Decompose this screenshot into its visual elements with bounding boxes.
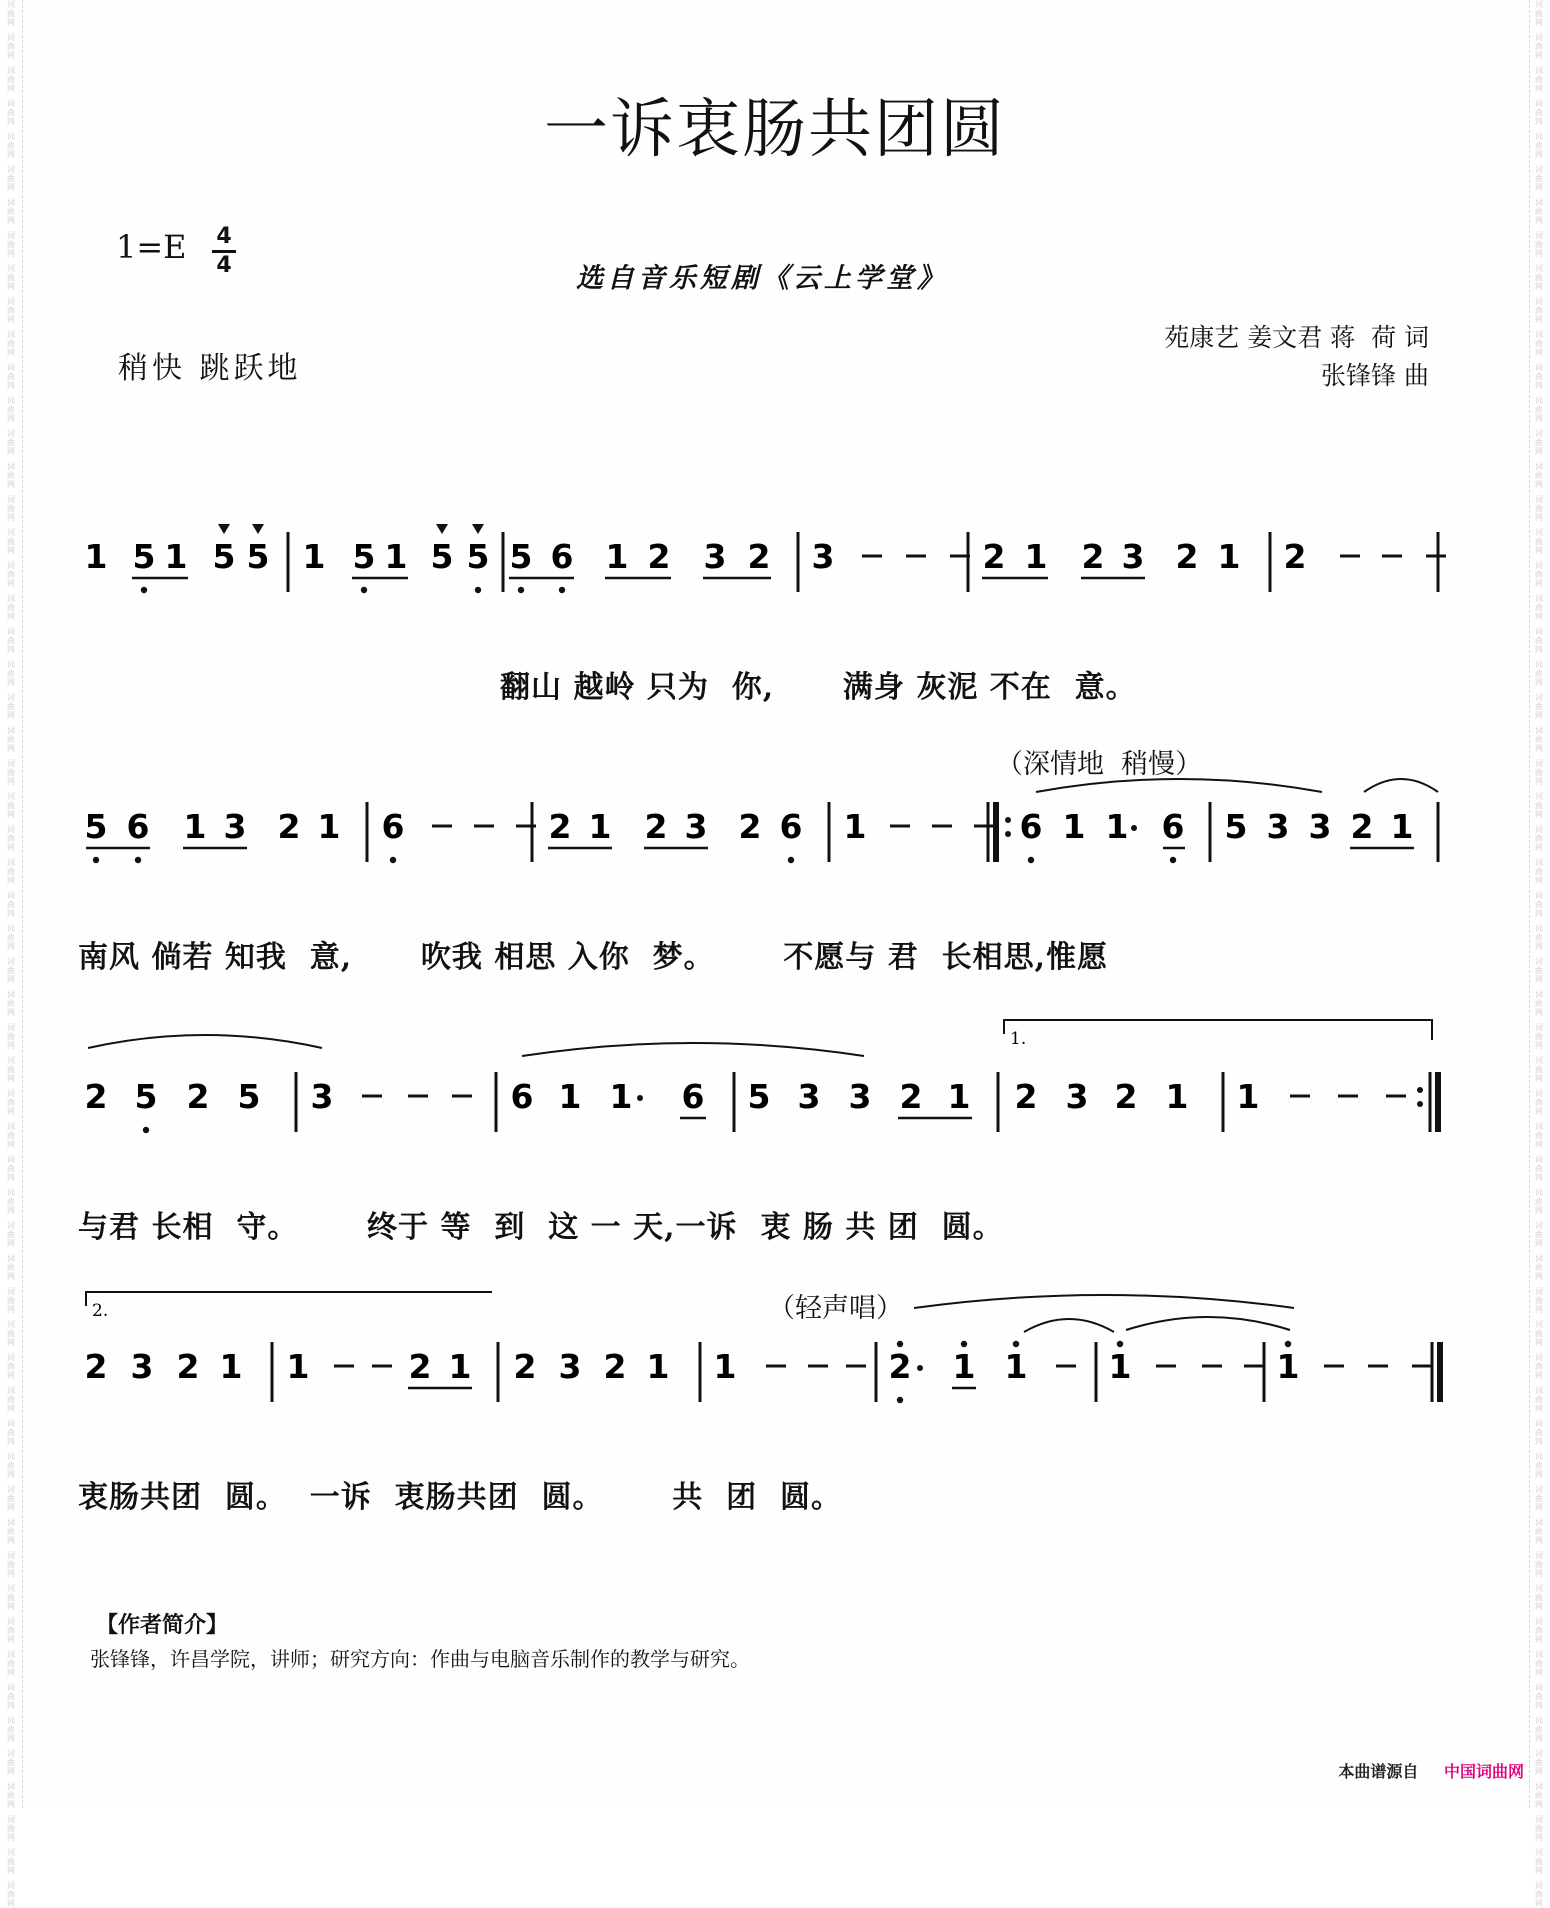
slur (1024, 1319, 1114, 1332)
watermark-glyph: 词 曲 网 (7, 924, 15, 951)
watermark-glyph: 词 曲 网 (7, 726, 15, 753)
note: 3 (811, 537, 835, 576)
watermark-glyph: 词 曲 网 (1535, 132, 1543, 159)
watermark-glyph: 词 曲 网 (7, 1749, 15, 1776)
watermark-glyph: 词 曲 网 (7, 1881, 15, 1908)
watermark-glyph: 词 曲 网 (1535, 1815, 1543, 1842)
volta-bracket (86, 1292, 492, 1306)
octave-dot-above (897, 1341, 903, 1347)
watermark-glyph: 词 曲 网 (7, 396, 15, 423)
note: 5 (466, 537, 490, 576)
watermark-glyph: 词 曲 网 (7, 1716, 15, 1743)
volta-label: 2. (92, 1301, 109, 1321)
watermark-glyph: 词 曲 网 (1535, 495, 1543, 522)
watermark-glyph: 词 曲 网 (1535, 693, 1543, 720)
watermark-glyph: 词 曲 网 (7, 1353, 15, 1380)
watermark-glyph: 词 曲 网 (7, 33, 15, 60)
watermark-glyph: 词 曲 网 (7, 1650, 15, 1677)
watermark-glyph: 词 曲 网 (1535, 1452, 1543, 1479)
note: 3 (703, 537, 727, 576)
watermark-glyph: 词 曲 网 (1535, 957, 1543, 984)
octave-dot-below (475, 587, 481, 593)
source-note: 选自音乐短剧《云上学堂》 (576, 263, 948, 294)
staccato-mark (436, 524, 448, 534)
meter-denominator: 4 (216, 253, 232, 278)
note: 2 (644, 807, 668, 846)
note: 2 (1175, 537, 1199, 576)
watermark-glyph: 词 曲 网 (1535, 1518, 1543, 1545)
watermark-glyph: 词 曲 网 (1535, 33, 1543, 60)
watermark-glyph: 词 曲 网 (1535, 627, 1543, 654)
note: 5 (430, 537, 454, 576)
watermark-glyph: 词 曲 网 (7, 363, 15, 390)
octave-dot-below (1170, 857, 1176, 863)
note: 6 (1019, 807, 1043, 846)
slur (88, 1035, 322, 1048)
note: 2 (1081, 537, 1105, 576)
note: 1 (1024, 537, 1048, 576)
watermark-glyph: 词 曲 网 (1535, 1749, 1543, 1776)
note: 5 (246, 537, 270, 576)
watermark-glyph: 词 曲 网 (7, 858, 15, 885)
note: 5 (132, 537, 156, 576)
note: 3 (848, 1077, 872, 1116)
watermark-glyph: 词 曲 网 (7, 1023, 15, 1050)
watermark-glyph: 词 曲 网 (7, 462, 15, 489)
watermark-glyph: 词 曲 网 (7, 99, 15, 126)
octave-dot-below (135, 857, 141, 863)
note: 2 (888, 1347, 912, 1386)
note: 1 (1105, 807, 1129, 846)
watermark-glyph: 词 曲 网 (1535, 561, 1543, 588)
note: 2 (84, 1077, 108, 1116)
watermark-glyph: 词 曲 网 (1535, 1287, 1543, 1314)
slur (914, 1295, 1294, 1308)
note: 3 (310, 1077, 334, 1116)
note: 2 (1114, 1077, 1138, 1116)
octave-dot-below (361, 587, 367, 593)
lyric-line-1: 翻山 越岭 只为 你, 满身 灰泥 不在 意。 (500, 670, 1137, 705)
note: 6 (550, 537, 574, 576)
watermark-glyph: 词 曲 网 (7, 1386, 15, 1413)
watermark-glyph: 词 曲 网 (7, 429, 15, 456)
note: 5 (212, 537, 236, 576)
slur (522, 1043, 864, 1056)
watermark-glyph: 词 曲 网 (1535, 297, 1543, 324)
watermark-glyph: 词 曲 网 (1535, 396, 1543, 423)
note: 1 (1236, 1077, 1260, 1116)
staccato-mark (472, 524, 484, 534)
note: 5 (237, 1077, 261, 1116)
watermark-glyph: 词 曲 网 (1535, 264, 1543, 291)
watermark-glyph: 词 曲 网 (7, 1287, 15, 1314)
watermark-glyph: 词 曲 网 (7, 1320, 15, 1347)
watermark-glyph: 词 曲 网 (1535, 1089, 1543, 1116)
note: 2 (1283, 537, 1307, 576)
note: 1 (286, 1347, 310, 1386)
watermark-glyph: 词 曲 网 (1535, 99, 1543, 126)
note: 1 (302, 537, 326, 576)
watermark-glyph: 词 曲 网 (7, 627, 15, 654)
octave-dot-below (897, 1397, 903, 1403)
note: 1 (558, 1077, 582, 1116)
watermark-glyph: 词 曲 网 (1535, 1254, 1543, 1281)
note: 2 (186, 1077, 210, 1116)
watermark-glyph: 词 曲 网 (1535, 0, 1543, 27)
watermark-glyph: 词 曲 网 (1535, 330, 1543, 357)
watermark-glyph: 词 曲 网 (7, 693, 15, 720)
note: 2 (277, 807, 301, 846)
note: 6 (126, 807, 150, 846)
note: 1 (947, 1077, 971, 1116)
watermark-glyph: 词 曲 网 (7, 561, 15, 588)
watermark-glyph: 词 曲 网 (7, 1617, 15, 1644)
lyric-line-3: 与君 长相 守。 终于 等 到 这 一 天,一诉 衷 肠 共 团 圆。 (78, 1210, 1004, 1245)
watermark-glyph: 词 曲 网 (1535, 1023, 1543, 1050)
watermark-glyph: 词 曲 网 (7, 264, 15, 291)
note: 1 (84, 537, 108, 576)
watermark-glyph: 词 曲 网 (7, 198, 15, 225)
watermark-glyph: 词 曲 网 (1535, 1419, 1543, 1446)
watermark-glyph: 词 曲 网 (1535, 231, 1543, 258)
watermark-glyph: 词 曲 网 (7, 1683, 15, 1710)
octave-dot-above (1013, 1341, 1019, 1347)
watermark-glyph: 词 曲 网 (7, 759, 15, 786)
octave-dot-below (1028, 857, 1034, 863)
note: 1 (219, 1347, 243, 1386)
watermark-glyph: 词 曲 网 (1535, 1716, 1543, 1743)
note: 1 (183, 807, 207, 846)
augmentation-dot (1131, 825, 1137, 831)
octave-dot-below (390, 857, 396, 863)
watermark-glyph: 词 曲 网 (7, 957, 15, 984)
note: 1 (952, 1347, 976, 1386)
watermark-glyph: 词 曲 网 (1535, 1551, 1543, 1578)
note: 1 (317, 807, 341, 846)
octave-dot-below (788, 857, 794, 863)
note: 3 (1065, 1077, 1089, 1116)
note: 6 (1161, 807, 1185, 846)
watermark-glyph: 词 曲 网 (1535, 594, 1543, 621)
watermark-glyph: 词 曲 网 (1535, 198, 1543, 225)
watermark-glyph: 词 曲 网 (1535, 165, 1543, 192)
author-bio-heading: 【作者简介】 (96, 1612, 229, 1638)
note: 5 (1224, 807, 1248, 846)
octave-dot-below (141, 587, 147, 593)
watermark-glyph: 词 曲 网 (7, 1551, 15, 1578)
augmentation-dot (637, 1095, 643, 1101)
watermark-glyph: 词 曲 网 (7, 825, 15, 852)
note: 2 (84, 1347, 108, 1386)
watermark-glyph: 词 曲 网 (1535, 1848, 1543, 1875)
octave-dot-below (143, 1127, 149, 1133)
watermark-glyph: 词 曲 网 (7, 1188, 15, 1215)
watermark-glyph: 词 曲 网 (1535, 1584, 1543, 1611)
watermark-glyph: 词 曲 网 (7, 891, 15, 918)
watermark-glyph: 词 曲 网 (1535, 1386, 1543, 1413)
octave-dot-above (961, 1341, 967, 1347)
watermark-glyph: 词 曲 网 (7, 66, 15, 93)
octave-dot-above (1117, 1341, 1123, 1347)
note: 6 (779, 807, 803, 846)
author-bio-text: 张锋锋，许昌学院，讲师；研究方向：作曲与电脑音乐制作的教学与研究。 (90, 1647, 750, 1671)
note: 1 (1276, 1347, 1300, 1386)
note: 5 (509, 537, 533, 576)
watermark-glyph: 词 曲 网 (1535, 1485, 1543, 1512)
note: 1 (1217, 537, 1241, 576)
watermark-glyph: 词 曲 网 (1535, 528, 1543, 555)
meter-numerator: 4 (212, 226, 236, 253)
note: 2 (408, 1347, 432, 1386)
watermark-glyph: 词 曲 网 (1535, 825, 1543, 852)
footer-label: 本曲谱源自 (1338, 1762, 1419, 1781)
staccato-mark (218, 524, 230, 534)
note: 6 (510, 1077, 534, 1116)
watermark-glyph: 词 曲 网 (1535, 363, 1543, 390)
note: 1 (448, 1347, 472, 1386)
watermark-glyph: 词 曲 网 (1535, 1881, 1543, 1908)
note: 1 (713, 1347, 737, 1386)
watermark-glyph: 词 曲 网 (1535, 660, 1543, 687)
watermark-glyph: 词 曲 网 (7, 1518, 15, 1545)
watermark-glyph: 词 曲 网 (7, 1254, 15, 1281)
watermark-glyph: 词 曲 网 (1535, 1782, 1543, 1809)
octave-dot-below (93, 857, 99, 863)
note: 1 (1390, 807, 1414, 846)
note: 1 (609, 1077, 633, 1116)
watermark-glyph: 词 曲 网 (1535, 1650, 1543, 1677)
watermark-glyph: 词 曲 网 (1535, 858, 1543, 885)
watermark-glyph: 词 曲 网 (1535, 1683, 1543, 1710)
watermark-glyph: 词 曲 网 (1535, 792, 1543, 819)
note: 2 (548, 807, 572, 846)
note: 1 (843, 807, 867, 846)
volta-label: 1. (1010, 1029, 1027, 1049)
note: 3 (558, 1347, 582, 1386)
composer-credit: 张锋锋 曲 (1321, 361, 1429, 390)
note: 2 (176, 1347, 200, 1386)
octave-dot-below (518, 587, 524, 593)
watermark-glyph: 词 曲 网 (1535, 1617, 1543, 1644)
note: 1 (384, 537, 408, 576)
lyric-line-4: 衷肠共团 圆。 一诉 衷肠共团 圆。 共 团 圆。 (78, 1480, 842, 1515)
watermark-glyph: 词 曲 网 (7, 132, 15, 159)
watermark-glyph: 词 曲 网 (7, 231, 15, 258)
note: 2 (1350, 807, 1374, 846)
volta-bracket (1004, 1020, 1432, 1040)
note: 2 (747, 537, 771, 576)
tempo-marking: 稍快 跳跃地 (118, 351, 302, 386)
slur (1364, 779, 1438, 792)
lyricist-credit: 苑康艺 姜文君 蒋 荷 词 (1164, 323, 1429, 352)
watermark-glyph: 词 曲 网 (7, 1221, 15, 1248)
note: 1 (164, 537, 188, 576)
expression-marking-1: （深情地 稍慢） (996, 749, 1203, 780)
slur (1126, 1317, 1290, 1330)
watermark-glyph: 词 曲 网 (7, 1815, 15, 1842)
watermark-glyph: 词 曲 网 (1535, 1221, 1543, 1248)
song-title: 一诉衷肠共团圆 (544, 93, 1006, 167)
watermark-glyph: 词 曲 网 (7, 660, 15, 687)
note: 3 (1266, 807, 1290, 846)
watermark-glyph: 词 曲 网 (7, 1056, 15, 1083)
watermark-glyph: 词 曲 网 (1535, 759, 1543, 786)
repeat-dot (1005, 817, 1011, 823)
watermark-glyph: 词 曲 网 (7, 165, 15, 192)
watermark-glyph: 词 曲 网 (1535, 1155, 1543, 1182)
note: 1 (1062, 807, 1086, 846)
watermark-glyph: 词 曲 网 (7, 1485, 15, 1512)
repeat-dot (1005, 831, 1011, 837)
watermark-glyph: 词 曲 网 (7, 1089, 15, 1116)
note: 3 (1121, 537, 1145, 576)
watermark-glyph: 词 曲 网 (1535, 1188, 1543, 1215)
note: 5 (84, 807, 108, 846)
note: 1 (605, 537, 629, 576)
key-signature: 1=E (116, 228, 187, 266)
note: 3 (223, 807, 247, 846)
watermark-glyph: 词 曲 网 (7, 1584, 15, 1611)
watermark-glyph: 词 曲 网 (1535, 429, 1543, 456)
note: 2 (982, 537, 1006, 576)
repeat-dot (1417, 1087, 1423, 1093)
note: 6 (681, 1077, 705, 1116)
octave-dot-below (559, 587, 565, 593)
note: 3 (684, 807, 708, 846)
watermark-glyph: 词 曲 网 (7, 528, 15, 555)
note: 2 (513, 1347, 537, 1386)
watermark-glyph: 词 曲 网 (7, 1848, 15, 1875)
watermark-glyph: 词 曲 网 (7, 792, 15, 819)
footer-site-link[interactable]: 中国词曲网 (1443, 1762, 1524, 1781)
note: 3 (130, 1347, 154, 1386)
augmentation-dot (917, 1365, 923, 1371)
watermark-glyph: 词 曲 网 (7, 1122, 15, 1149)
note: 1 (646, 1347, 670, 1386)
watermark-glyph: 词 曲 网 (7, 1155, 15, 1182)
note: 1 (588, 807, 612, 846)
note: 2 (738, 807, 762, 846)
watermark-glyph: 词 曲 网 (7, 594, 15, 621)
watermark-glyph: 词 曲 网 (1535, 1353, 1543, 1380)
note: 2 (899, 1077, 923, 1116)
note: 5 (352, 537, 376, 576)
watermark-glyph: 词 曲 网 (7, 495, 15, 522)
watermark-glyph: 词 曲 网 (7, 1782, 15, 1809)
octave-dot-above (1285, 1341, 1291, 1347)
note: 1 (1165, 1077, 1189, 1116)
watermark-glyph: 词 曲 网 (1535, 924, 1543, 951)
note: 6 (381, 807, 405, 846)
watermark-glyph: 词 曲 网 (7, 1419, 15, 1446)
watermark-glyph: 词 曲 网 (7, 0, 15, 27)
note: 3 (1308, 807, 1332, 846)
watermark-glyph: 词 曲 网 (1535, 1056, 1543, 1083)
watermark-glyph: 词 曲 网 (7, 990, 15, 1017)
watermark-glyph: 词 曲 网 (1535, 990, 1543, 1017)
lyric-line-2: 南风 倘若 知我 意, 吹我 相思 入你 梦。 不愿与 君 长相思,惟愿 (78, 940, 1109, 975)
note: 2 (647, 537, 671, 576)
note: 5 (747, 1077, 771, 1116)
source-footer (1338, 1759, 1524, 1782)
watermark-glyph: 词 曲 网 (7, 330, 15, 357)
watermark-glyph: 词 曲 网 (1535, 462, 1543, 489)
watermark-glyph: 词 曲 网 (1535, 891, 1543, 918)
watermark-glyph: 词 曲 网 (1535, 66, 1543, 93)
watermark-glyph: 词 曲 网 (1535, 726, 1543, 753)
note: 2 (603, 1347, 627, 1386)
watermark-glyph: 词 曲 网 (1535, 1320, 1543, 1347)
note: 3 (797, 1077, 821, 1116)
watermark-glyph: 词 曲 网 (1535, 1122, 1543, 1149)
staccato-mark (252, 524, 264, 534)
repeat-dot (1417, 1101, 1423, 1107)
note: 5 (134, 1077, 158, 1116)
note: 2 (1014, 1077, 1038, 1116)
note: 1 (1108, 1347, 1132, 1386)
expression-marking-2: （轻声唱） (768, 1293, 903, 1324)
watermark-glyph: 词 曲 网 (7, 1452, 15, 1479)
note: 1 (1004, 1347, 1028, 1386)
watermark-glyph: 词 曲 网 (7, 297, 15, 324)
